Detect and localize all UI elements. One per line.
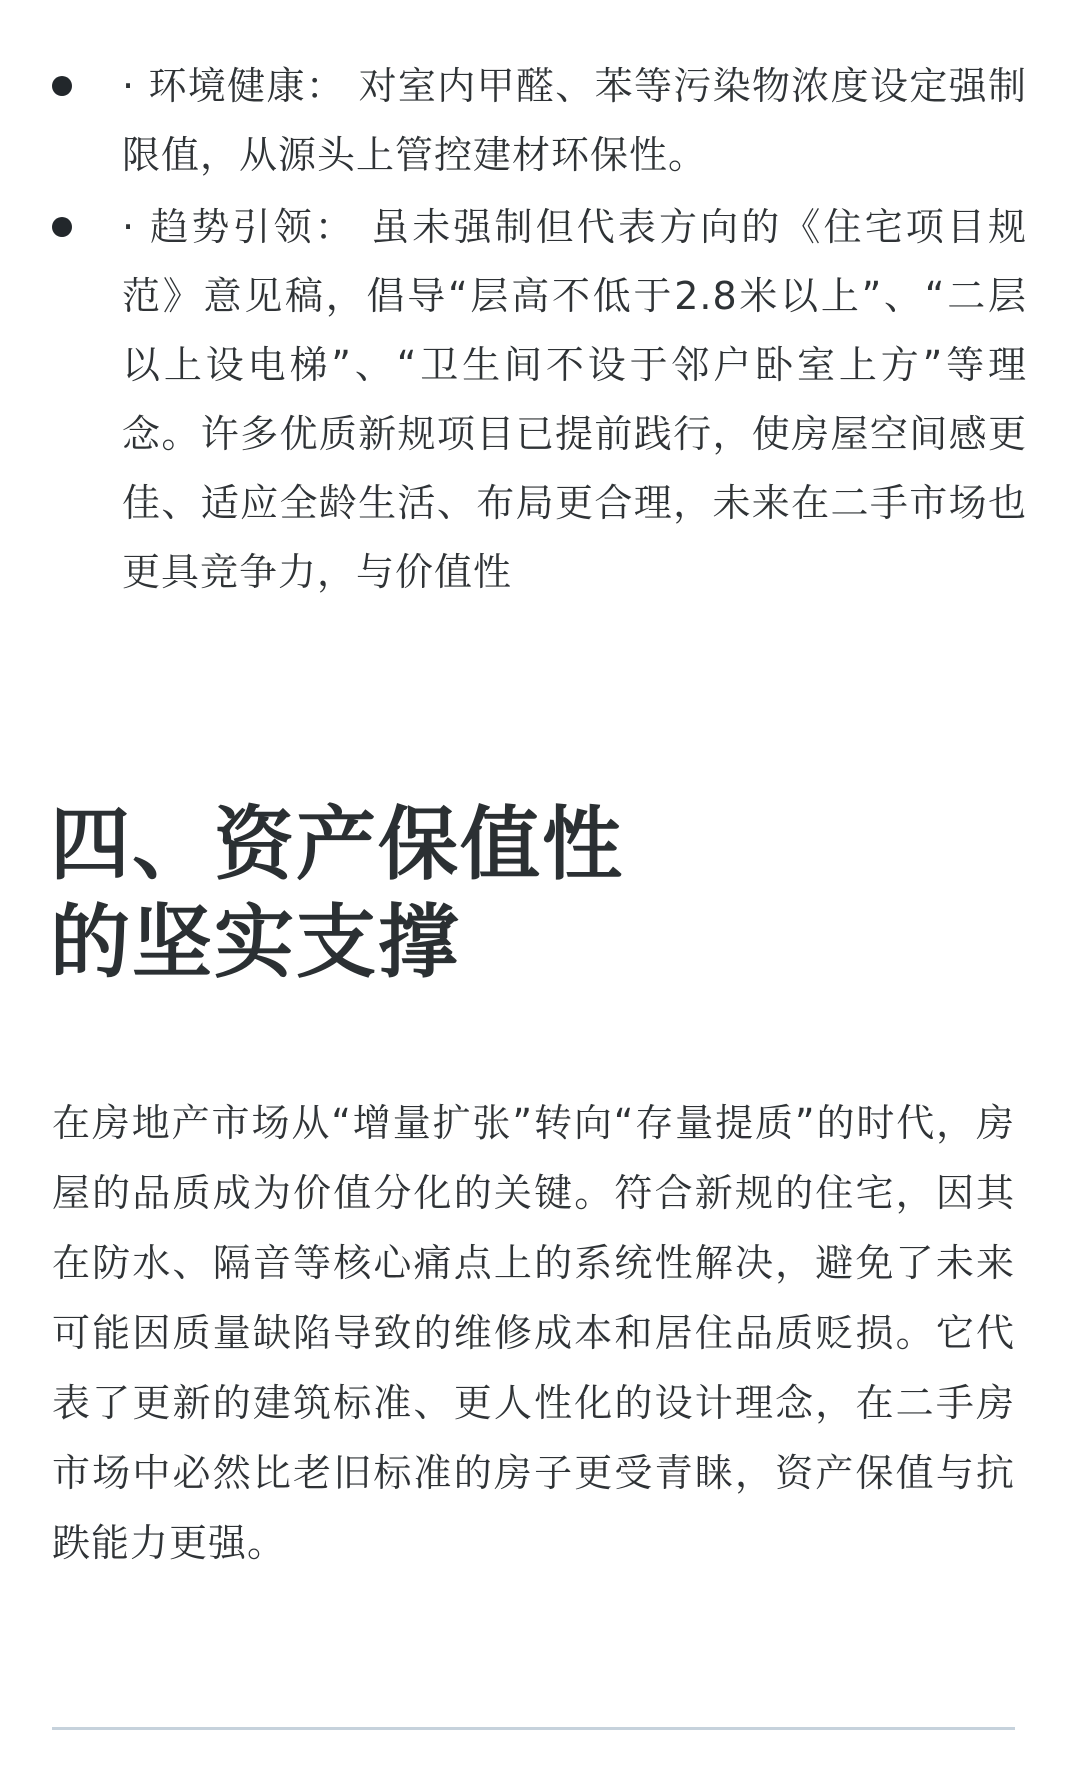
bullet-dot-icon (52, 217, 72, 237)
section-title-line-2: 的坚实支撑 (50, 895, 460, 989)
section-paragraph: 在房地产市场从“增量扩张”转向“存量提质”的时代，房屋的品质成为价值分化的关键。符合新规的住宅，因其在防水、隔音等核心痛点上的系统性解决，避免了未来可能因质量缺陷导致的维修成本和居住品质贬损。它代表了更新的建筑标准、更人性化的设计理念，在二手房市场中必然比老旧标准的房子更受青睐，资产保值与抗跌能力更强。 (52, 1101, 1015, 1565)
section-title-line-1: 四、资产保值性 (50, 797, 624, 891)
bullet-text: · 趋势引领： 虽未强制但代表方向的《住宅项目规范》意见稿，倡导“层高不低于2.8米以上”、“二层以上设电梯”、“卫生间不设于邻户卧室上方”等理念。许多优质新规项目已提前践行，使房屋空间感更佳、适应全龄生活、布局更合理，未来在二手市场也更具竞争力，与价值性 (122, 205, 1027, 594)
bullet-text: · 环境健康： 对室内甲醛、苯等污染物浓度设定强制限值，从源头上管控建材环保性。 (122, 64, 1027, 177)
bullet-list (52, 52, 1027, 610)
section-title (50, 795, 750, 991)
bullet-item-trend-leading (52, 193, 1027, 607)
bullet-item-environment-health (52, 52, 1027, 190)
section-divider (52, 1727, 1015, 1730)
bullet-dot-icon (52, 76, 72, 96)
